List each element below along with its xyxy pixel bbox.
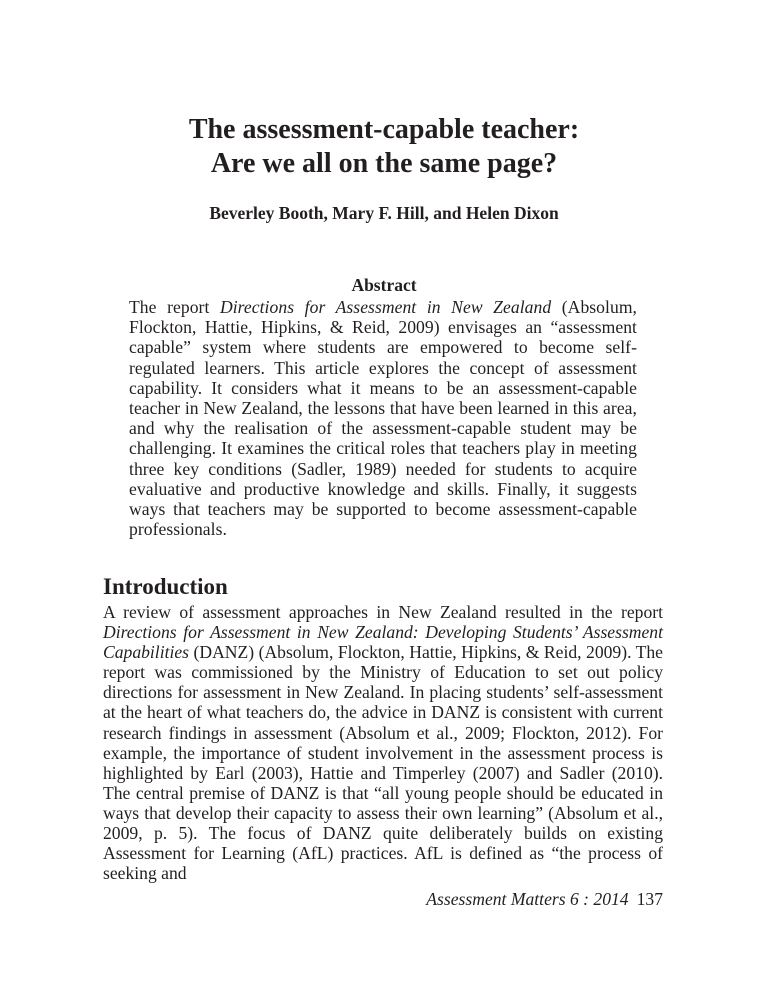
abstract-text-1: The report — [129, 297, 220, 317]
page-number: 137 — [636, 889, 663, 909]
introduction-body — [103, 602, 663, 883]
introduction-text-2: (DANZ) (Absolum, Flockton, Hattie, Hipkins, & Reid, 2009). The report was commissioned by the Ministry of Education to set out policy directions for assessment in New Zealand. In placing students’ self-assessment at the heart of what teachers do, the advice in DANZ is consistent with current research findings in assessment (Absolum et al., 2009; Flockton, 2012). For example, the importance of student involvement in the assessment process is highlighted by Earl (2003), Hattie and Timperley (2007) and Sadler (2010). The central premise of DANZ is that “all young people should be educated in ways that develop their capacity to assess their own learning” (Absolum et al., 2009, p. 5). The focus of DANZ quite deliberately builds on existing Assessment for Learning (AfL) practices. AfL is defined as “the process of seeking and — [103, 642, 663, 884]
introduction-text-1: A review of assessment approaches in New Zealand resulted in the report — [103, 602, 663, 622]
abstract-text-2: (Absolum, Flockton, Hattie, Hipkins, & Reid, 2009) envisages an “assessment capable” system where students are empowered to become self-regulated learners. This article explores the concept of assessment capability. It considers what it means to be an assessment-capable teacher in New Zealand, the lessons that have been learned in this area, and why the realisation of the assessment-capable student may be challenging. It examines the critical roles that teachers play in meeting three key conditions (Sadler, 1989) needed for students to acquire evaluative and productive knowledge and skills. Finally, it suggests ways that teachers may be supported to become assessment-capable professionals. — [129, 297, 637, 540]
article-title-line-2: Are we all on the same page? — [210, 148, 558, 179]
journal-name: Assessment Matters 6 : 2014 — [426, 889, 629, 909]
introduction-report-title: Directions for Assessment in New Zealand: Developing Students’ Assessment Capabilities — [103, 622, 663, 663]
article-title-line-1: The assessment-capable teacher: — [188, 114, 580, 145]
introduction-heading: Introduction — [103, 574, 228, 599]
abstract-report-title: Directions for Assessment in New Zealand — [219, 297, 552, 317]
abstract-body — [129, 297, 637, 539]
abstract-heading: Abstract — [351, 275, 417, 295]
article-authors: Beverley Booth, Mary F. Hill, and Helen Dixon — [209, 203, 559, 223]
page-footer — [426, 888, 663, 910]
article-title — [0, 113, 768, 181]
